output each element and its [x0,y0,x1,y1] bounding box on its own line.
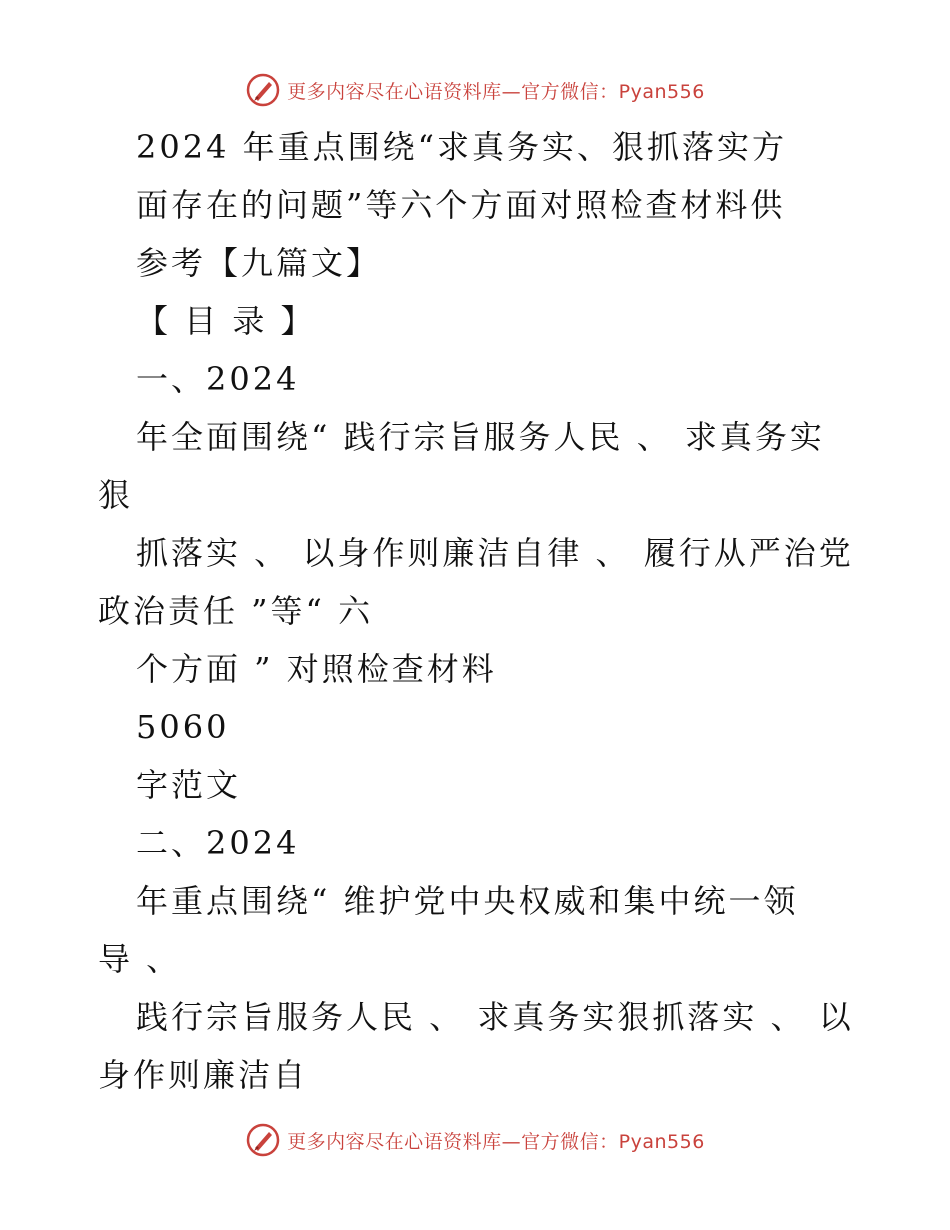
toc-item-2-line-2: 导 、 [98,940,182,978]
header-banner-text: 更多内容尽在心语资料库—官方微信：Pyan556 [287,80,705,103]
toc-item-2-line-4: 身作则廉洁自 [98,1056,309,1094]
header-watermark-banner [0,70,950,110]
pen-logo-icon [245,72,281,108]
title-line-2: 面存在的问题”等六个方面对照检查材料供 [136,186,786,224]
toc-item-2-number: 二、2024 [136,824,300,862]
toc-heading: 【 目 录 】 [136,302,316,340]
footer-banner-text: 更多内容尽在心语资料库—官方微信：Pyan556 [287,1130,705,1153]
title-line-3: 参考【九篇文】 [136,244,382,282]
pen-logo-icon [245,1122,281,1158]
toc-item-1-line-6: 字范文 [136,766,242,804]
toc-item-1-line-2: 狠 [98,476,134,514]
toc-item-1-number: 一、2024 [136,360,300,398]
title-line-1: 2024 年重点围绕“求真务实、狠抓落实方 [136,128,787,166]
toc-item-1-line-3: 抓落实 、 以身作则廉洁自律 、 履行从严治党 [136,534,854,572]
toc-item-1-word-count: 5060 [136,708,230,746]
toc-item-2-line-1: 年重点围绕“ 维护党中央权威和集中统一领 [136,882,799,920]
toc-item-2-line-3: 践行宗旨服务人民 、 求真务实狠抓落实 、 以 [136,998,854,1036]
toc-item-1-line-5: 个方面 ” 对照检查材料 [136,650,497,688]
footer-watermark-banner [0,1120,950,1160]
toc-item-1-line-4: 政治责任 ”等“ 六 [98,592,374,630]
toc-item-1-line-1: 年全面围绕“ 践行宗旨服务人民 、 求真务实 [136,418,825,456]
